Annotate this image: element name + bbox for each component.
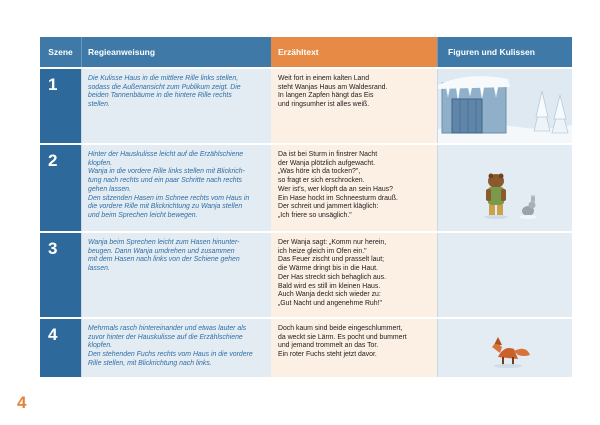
regie-line: sodass die Außenansicht zum Publikum zeigt. Die xyxy=(88,83,241,91)
verse-line: Auch Wanja deckt sich wieder zu: xyxy=(278,291,381,299)
regie-line: stellen. xyxy=(88,101,110,109)
verse-line: Ein Hase hockt im Schneesturm drauß. xyxy=(278,194,398,202)
figure-cell xyxy=(437,69,572,143)
regie-line: und beim Sprechen leicht bewegen. xyxy=(88,211,198,219)
regie-line: Mehrmals rasch hintereinander und etwas lauter als xyxy=(88,325,247,332)
verse-line: Bald wird es still im kleinen Haus. xyxy=(278,282,381,290)
table-row xyxy=(40,143,572,231)
verse-line: Der schreit und jammert kläglich: xyxy=(278,203,379,211)
regie-line: beiden Tannenbäume in die hintere Rille rechts xyxy=(88,92,232,100)
verse-line: Der Wanja sagt: „Komm nur herein, xyxy=(278,239,387,246)
regie-cell xyxy=(81,319,271,377)
header-erzaehltext: Erzähltext xyxy=(271,37,437,67)
fox-figure xyxy=(492,337,530,368)
fox-illustration xyxy=(438,319,572,377)
verse-line: Weit fort in einem kalten Land xyxy=(278,75,370,82)
regie-line: lassen. xyxy=(88,265,110,273)
regie-line: Hinter der Hauskulisse leicht auf die Erzählschiene xyxy=(88,151,244,158)
figure-cell xyxy=(437,319,572,377)
hare-figure xyxy=(519,195,537,219)
verse-line: Das Feuer zischt und prasselt laut; xyxy=(278,256,385,264)
erzaehltext-cell xyxy=(271,145,437,231)
verse-line: „Ich friere so unsäglich." xyxy=(278,211,352,219)
regie-line: mit dem Hasen nach links von der Schiene gehen xyxy=(88,256,240,264)
verse-line: da weckt sie Lärm. Es pocht und bummert xyxy=(278,333,407,341)
verse-line: „Was höre ich da tocken?", xyxy=(278,168,361,176)
table-row xyxy=(40,67,572,143)
regie-line: Den stehenden Fuchs rechts vom Haus in die vordere xyxy=(88,351,253,359)
scene-number: 2 xyxy=(40,145,81,231)
verse-line: steht Wanjas Haus am Waldesrand. xyxy=(278,83,388,91)
regie-cell xyxy=(81,233,271,317)
figure-cell xyxy=(437,145,572,231)
verse-line: Ein roter Fuchs steht jetzt davor. xyxy=(278,351,377,359)
verse-line: „Gut Nacht und angenehme Ruh!" xyxy=(278,299,382,307)
regie-line: beugen. Dann Wanja umdrehen und zusammen xyxy=(88,247,235,255)
scene-number: 1 xyxy=(40,69,81,143)
regie-line: Die Kulisse Haus in die mittlere Rille links stellen, xyxy=(88,75,239,82)
regie-line: gehen lassen. xyxy=(88,185,131,193)
table-header xyxy=(40,37,572,67)
wanja-figure xyxy=(484,174,508,220)
verse-line: ich heize gleich im Ofen ein." xyxy=(278,247,367,255)
verse-line: die Wärme dringt bis in die Haut. xyxy=(278,265,378,273)
verse-line: so fragt er sich erschrocken. xyxy=(278,177,365,185)
header-regieanweisung: Regieanweisung xyxy=(81,37,271,67)
table-row xyxy=(40,317,572,377)
verse-line: Doch kaum sind beide eingeschlummert, xyxy=(278,325,403,332)
scene-table xyxy=(40,37,572,377)
verse-line: und jemand trommelt an das Tor. xyxy=(278,342,379,350)
figure-cell xyxy=(437,233,572,317)
verse-line: Der Has streckt sich behaglich aus. xyxy=(278,273,386,281)
regie-line: klopfen. xyxy=(88,342,113,350)
verse-line: und ringsumher ist alles weiß. xyxy=(278,101,370,109)
verse-line: In langen Zapfen hängt das Eis xyxy=(278,92,374,100)
scene-number: 3 xyxy=(40,233,81,317)
erzaehltext-cell xyxy=(271,233,437,317)
table-row xyxy=(40,231,572,317)
regie-cell xyxy=(81,145,271,231)
header-figuren-kulissen: Figuren und Kulissen xyxy=(437,37,572,67)
verse-line: Da ist bei Sturm in finstrer Nacht xyxy=(278,151,378,158)
erzaehltext-cell xyxy=(271,319,437,377)
wanja-and-hare-illustration xyxy=(438,145,572,231)
regie-line: Wanja in die vordere Rille links stellen mit Blickrich- xyxy=(88,168,245,176)
house-and-trees-illustration xyxy=(438,69,572,143)
regie-line: Den sitzenden Hasen im Schnee rechts vom Haus in xyxy=(88,194,250,202)
regie-line: Rille stellen, mit Blickrichtung nach links. xyxy=(88,359,212,367)
regie-line: die vordere Rille mit Blickrichtung zu Wanja stellen xyxy=(88,203,243,211)
scene-number: 4 xyxy=(40,319,81,377)
regie-line: Wanja beim Sprechen leicht zum Hasen hinunter- xyxy=(88,239,240,246)
verse-line: der Wanja plötzlich aufgewacht. xyxy=(278,159,376,167)
page-number: 4 xyxy=(17,393,27,412)
regie-line: klopfen. xyxy=(88,159,113,167)
regie-line: tung nach rechts und ein paar Schritte nach rechts xyxy=(88,177,242,185)
erzaehltext-cell xyxy=(271,69,437,143)
header-szene: Szene xyxy=(40,37,81,67)
regie-cell xyxy=(81,69,271,143)
verse-line: Wer ist's, wer klopft da an sein Haus? xyxy=(278,185,393,193)
regie-line: zuvor hinter der Hauskulisse auf die Erzählschiene xyxy=(88,333,243,341)
